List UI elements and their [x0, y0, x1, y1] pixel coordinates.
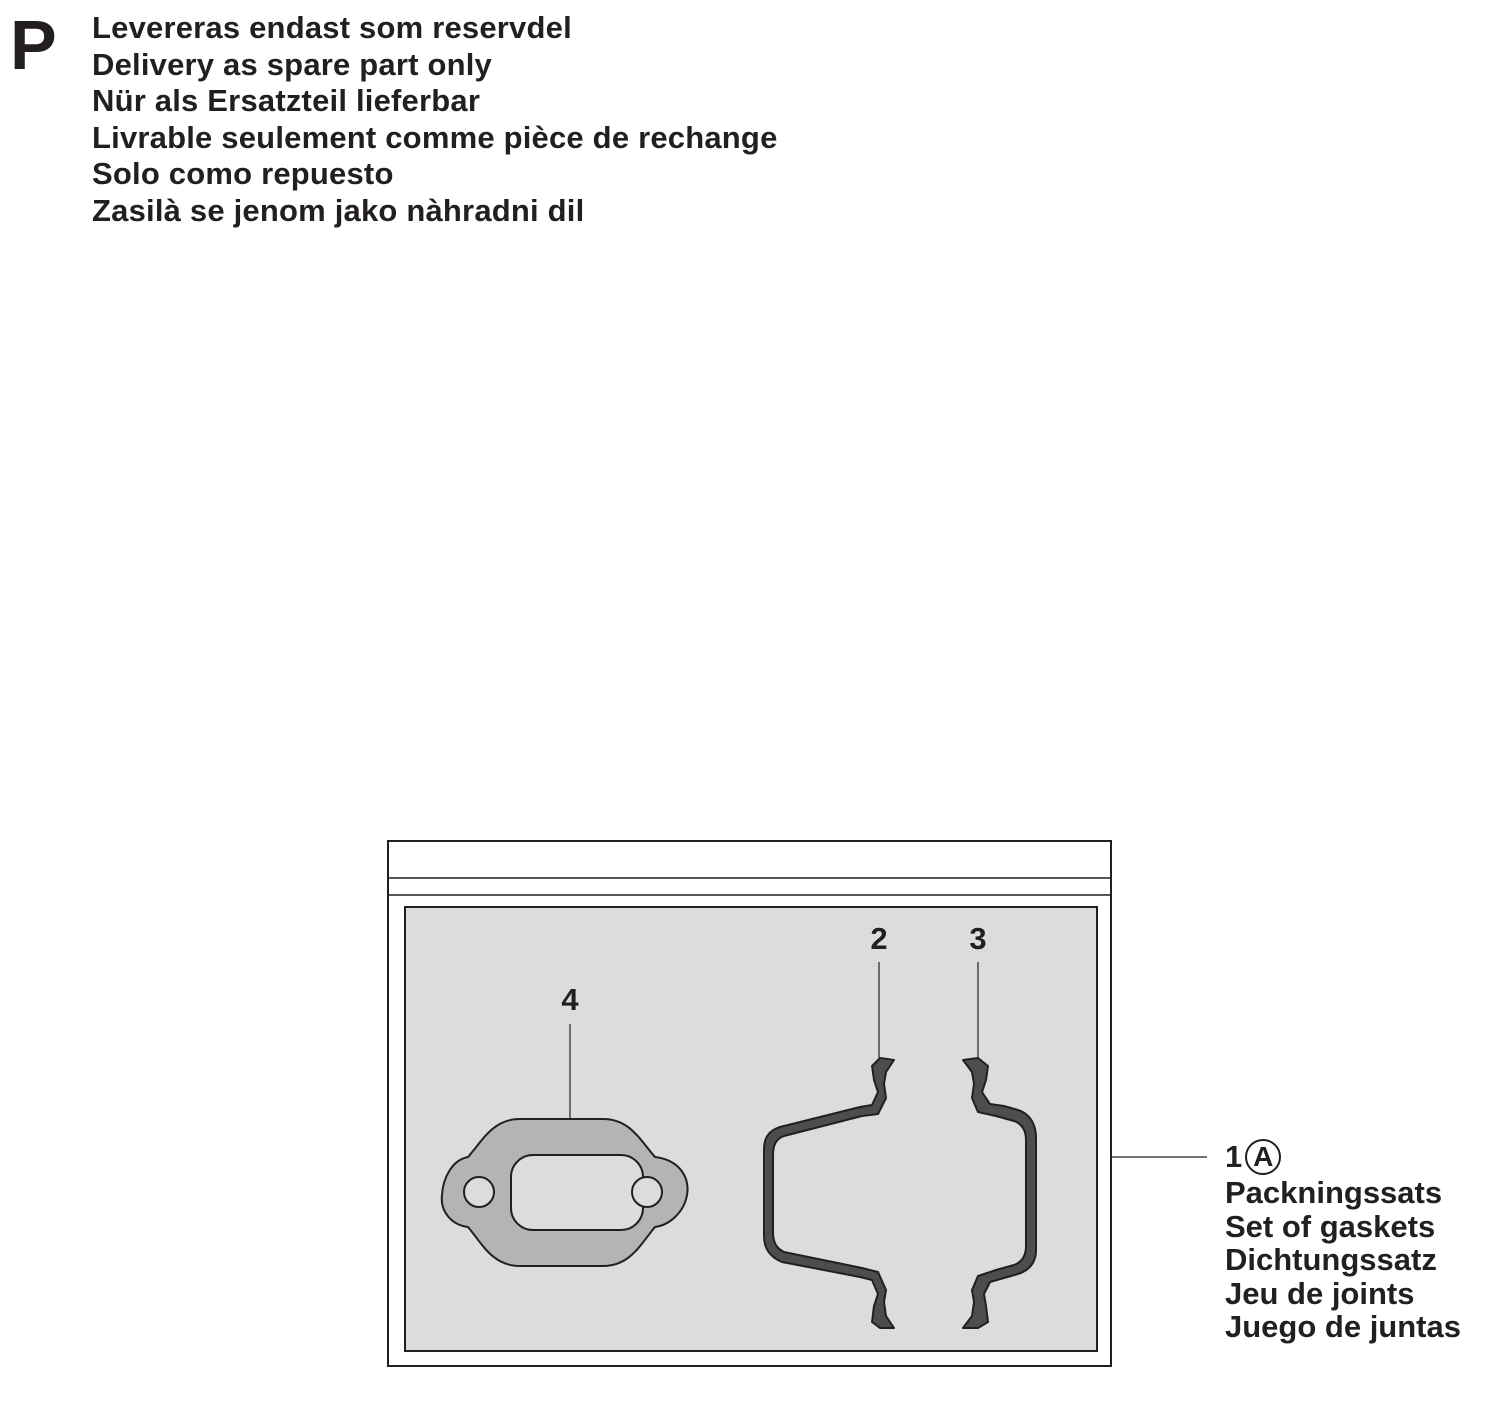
kit-name-fr: Jeu de joints — [1225, 1275, 1415, 1311]
kit-part-number: 1 — [1225, 1139, 1243, 1175]
kit-number-row — [1225, 1138, 1461, 1176]
gasket-4-bolt-hole-left — [464, 1177, 494, 1207]
gasket-4-bolt-hole-right — [632, 1177, 662, 1207]
kit-name-de: Dichtungssatz — [1225, 1242, 1437, 1278]
kit-legend — [1225, 1138, 1461, 1344]
spare-part-marker: P — [10, 6, 57, 84]
gasket-3-label: 3 — [969, 921, 987, 956]
kit-name-sv: Packningssats — [1225, 1175, 1443, 1210]
notice-line-es: Solo como repuesto — [92, 156, 394, 192]
gasket-4-port-hole — [511, 1155, 643, 1230]
gasket-2-label: 2 — [870, 921, 888, 956]
gasket-4-label: 4 — [561, 982, 579, 1017]
notice-line-cs: Zasilà se jenom jako nàhradni dil — [92, 192, 585, 228]
notice-line-en: Delivery as spare part only — [92, 46, 492, 82]
notice-line-sv: Levereras endast som reservdel — [92, 10, 572, 45]
kit-name-list — [1225, 1176, 1461, 1344]
kit-badge: A — [1245, 1139, 1281, 1175]
notice-line-de: Nür als Ersatzteil lieferbar — [92, 83, 481, 119]
kit-name-es: Juego de juntas — [1225, 1309, 1461, 1345]
kit-name-en: Set of gaskets — [1225, 1208, 1436, 1244]
notice-line-fr: Livrable seulement comme pièce de rechange — [92, 119, 778, 155]
